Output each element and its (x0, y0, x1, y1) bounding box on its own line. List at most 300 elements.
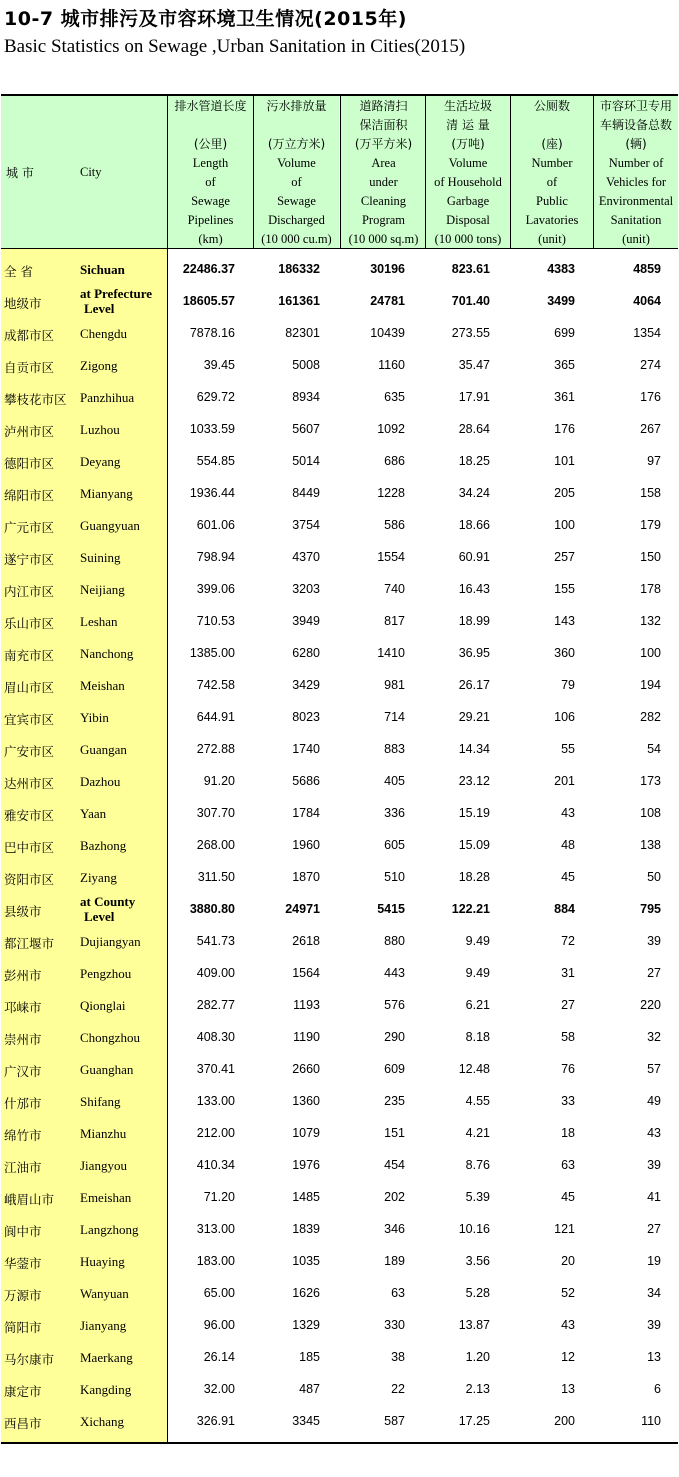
cell-value: 18605.57 (182, 294, 235, 308)
cell-value: 443 (384, 966, 405, 980)
page-title-zh: 10-7 城市排污及市容环境卫生情况(2015年) (4, 8, 407, 30)
column-header-text: Sewage (191, 194, 230, 208)
city-name-zh: 邛崃市 (4, 1000, 42, 1015)
cell-value: 235 (384, 1094, 405, 1108)
column-header-text: of (546, 175, 558, 189)
city-name-zh: 什邡市 (4, 1096, 42, 1111)
cell-value: 100 (554, 518, 575, 532)
cell-value: 34 (647, 1286, 661, 1300)
column-header-text: (万立方米) (267, 137, 326, 151)
cell-value: 13 (561, 1382, 575, 1396)
cell-value: 282 (640, 710, 661, 724)
city-name-en: Maerkang (80, 1350, 133, 1365)
cell-value: 1564 (292, 966, 320, 980)
cell-value: 1354 (633, 326, 661, 340)
cell-value: 173 (640, 774, 661, 788)
cell-value: 202 (384, 1190, 405, 1204)
cell-value: 880 (384, 934, 405, 948)
cell-value: 267 (640, 422, 661, 436)
cell-value: 12 (561, 1350, 575, 1364)
cell-value: 273.55 (451, 326, 490, 340)
cell-value: 742.58 (196, 678, 235, 692)
cell-value: 101 (554, 454, 575, 468)
city-name-zh: 绵阳市区 (4, 488, 55, 503)
cell-value: 58 (561, 1030, 575, 1044)
cell-value: 1079 (292, 1126, 320, 1140)
cell-value: 212.00 (196, 1126, 235, 1140)
cell-value: 701.40 (451, 294, 490, 308)
cell-value: 1360 (292, 1094, 320, 1108)
cell-value: 2618 (292, 934, 320, 948)
city-name-en: Luzhou (80, 422, 120, 437)
cell-value: 13 (647, 1350, 661, 1364)
cell-value: 3429 (292, 678, 320, 692)
cell-value: 16.43 (458, 582, 490, 596)
table-row (0, 254, 679, 286)
table-row (0, 1150, 679, 1182)
cell-value: 8.18 (465, 1030, 490, 1044)
city-name-zh: 峨眉山市 (4, 1192, 55, 1207)
cell-value: 1784 (292, 806, 320, 820)
column-header-text: of Household (434, 175, 502, 189)
cell-value: 8.76 (465, 1158, 490, 1172)
city-name-en: Mianyang (80, 486, 133, 501)
table-row (0, 1310, 679, 1342)
cell-value: 48 (561, 838, 575, 852)
table-row (0, 1182, 679, 1214)
cell-value: 710.53 (196, 614, 235, 628)
cell-value: 18.25 (458, 454, 490, 468)
column-header-text: (unit) (538, 232, 566, 246)
cell-value: 313.00 (196, 1222, 235, 1236)
cell-value: 3880.80 (189, 902, 235, 916)
cell-value: 133.00 (196, 1094, 235, 1108)
city-name-zh: 德阳市区 (4, 456, 55, 471)
cell-value: 554.85 (196, 454, 235, 468)
city-name-zh: 眉山市区 (4, 680, 55, 695)
column-header-4 (426, 96, 510, 248)
table-row (0, 958, 679, 990)
table-row (0, 574, 679, 606)
city-name-zh: 资阳市区 (4, 872, 55, 887)
column-header-text: Number of (608, 156, 664, 170)
city-name-en-line1: at Prefecture (80, 286, 153, 301)
cell-value: 10.16 (458, 1222, 490, 1236)
city-name-en-line2: Level (84, 909, 115, 924)
cell-value: 14.34 (458, 742, 490, 756)
header-divider (425, 96, 426, 248)
cell-value: 39 (647, 934, 661, 948)
column-header-text: of (291, 175, 302, 189)
cell-value: 91.20 (203, 774, 235, 788)
cell-value: 1839 (292, 1222, 320, 1236)
cell-value: 200 (554, 1414, 575, 1428)
cell-value: 34.24 (458, 486, 490, 500)
cell-value: 2.13 (465, 1382, 490, 1396)
cell-value: 601.06 (196, 518, 235, 532)
cell-value: 6.21 (465, 998, 490, 1012)
city-name-en (80, 894, 166, 924)
cell-value: 3949 (292, 614, 320, 628)
cell-value: 346 (384, 1222, 405, 1236)
cell-value: 699 (554, 326, 575, 340)
city-name-en: Panzhihua (80, 390, 135, 405)
page-title-en: Basic Statistics on Sewage ,Urban Sanitation in Cities(2015) (4, 36, 466, 57)
city-name-zh: 宜宾市区 (4, 712, 55, 727)
cell-value: 4.55 (465, 1094, 490, 1108)
cell-value: 150 (640, 550, 661, 564)
cell-value: 176 (640, 390, 661, 404)
table-top-rule (1, 94, 678, 96)
city-name-en: Wanyuan (80, 1286, 129, 1301)
cell-value: 24971 (285, 902, 320, 916)
city-name-en: Xichang (80, 1414, 125, 1429)
table-row (0, 318, 679, 350)
column-header-text: (万吨) (451, 137, 485, 151)
city-name-zh: 康定市 (4, 1384, 42, 1399)
city-name-zh: 阆中市 (4, 1224, 42, 1239)
city-name-zh: 广元市区 (4, 520, 55, 535)
cell-value: 18.28 (458, 870, 490, 884)
header-divider (340, 96, 341, 248)
cell-value: 817 (384, 614, 405, 628)
cell-value: 268.00 (196, 838, 235, 852)
cell-value: 629.72 (196, 390, 235, 404)
city-name-zh: 遂宁市区 (4, 552, 55, 567)
city-name-en: Chengdu (80, 326, 127, 341)
cell-value: 1554 (377, 550, 405, 564)
column-header-text: Garbage (446, 194, 490, 208)
cell-value: 1329 (292, 1318, 320, 1332)
cell-value: 121 (554, 1222, 575, 1236)
cell-value: 54 (647, 742, 661, 756)
cell-value: 282.77 (196, 998, 235, 1012)
cell-value: 17.91 (458, 390, 490, 404)
cell-value: 18 (561, 1126, 575, 1140)
table-row (0, 798, 679, 830)
cell-value: 122.21 (451, 902, 490, 916)
city-name-zh: 绵竹市 (4, 1128, 42, 1143)
table-row (0, 286, 679, 318)
cell-value: 1190 (293, 1030, 320, 1044)
column-header-2 (254, 96, 339, 248)
cell-value: 361 (554, 390, 575, 404)
cell-value: 179 (640, 518, 661, 532)
cell-value: 49 (647, 1094, 661, 1108)
cell-value: 143 (554, 614, 575, 628)
cell-value: 33 (561, 1094, 575, 1108)
cell-value: 4.21 (465, 1126, 490, 1140)
column-header-3 (341, 96, 426, 248)
cell-value: 45 (561, 1190, 575, 1204)
table-row (0, 1086, 679, 1118)
cell-value: 97 (647, 454, 661, 468)
cell-value: 158 (640, 486, 661, 500)
cell-value: 31 (561, 966, 575, 980)
column-header-text: Cleaning (360, 194, 407, 208)
cell-value: 155 (554, 582, 575, 596)
cell-value: 96.00 (203, 1318, 235, 1332)
city-name-zh: 自贡市区 (4, 360, 55, 375)
cell-value: 41 (647, 1190, 661, 1204)
city-name-en-line2: Level (84, 301, 115, 316)
cell-value: 586 (384, 518, 405, 532)
city-name-zh: 广安市区 (4, 744, 55, 759)
city-name-zh: 江油市 (4, 1160, 42, 1175)
cell-value: 7878.16 (189, 326, 235, 340)
cell-value: 336 (384, 806, 405, 820)
city-name-en: Kangding (80, 1382, 132, 1397)
cell-value: 714 (384, 710, 405, 724)
cell-value: 360 (554, 646, 575, 660)
cell-value: 32 (647, 1030, 661, 1044)
cell-value: 45 (561, 870, 575, 884)
cell-value: 29.21 (458, 710, 490, 724)
cell-value: 39 (647, 1318, 661, 1332)
city-name-en: Dazhou (80, 774, 121, 789)
cell-value: 1033.59 (189, 422, 235, 436)
city-name-en: Qionglai (80, 998, 126, 1013)
column-header-text: Disposal (446, 213, 490, 227)
column-header-spacer (168, 116, 253, 135)
cell-value: 4859 (633, 262, 661, 276)
cell-value: 18.99 (458, 614, 490, 628)
cell-value: 71.20 (203, 1190, 235, 1204)
cell-value: 43 (561, 1318, 575, 1332)
cell-value: 330 (384, 1318, 405, 1332)
table-row (0, 606, 679, 638)
cell-value: 28.64 (458, 422, 490, 436)
cell-value: 257 (554, 550, 575, 564)
cell-value: 1410 (377, 646, 405, 660)
city-name-zh: 雅安市区 (4, 808, 55, 823)
table-row (0, 1342, 679, 1374)
city-name-zh: 南充市区 (4, 648, 55, 663)
city-name-zh: 简阳市 (4, 1320, 42, 1335)
column-header-text: Volume (277, 156, 316, 170)
city-name-zh: 地级市 (4, 296, 42, 311)
cell-value: 2660 (292, 1062, 320, 1076)
cell-value: 35.47 (458, 358, 490, 372)
column-header-text: Volume (448, 156, 488, 170)
column-header-6 (594, 96, 678, 248)
cell-value: 307.70 (196, 806, 235, 820)
cell-value: 38 (391, 1350, 405, 1364)
city-name-en: Deyang (80, 454, 121, 469)
cell-value: 326.91 (196, 1414, 235, 1428)
table-row (0, 670, 679, 702)
cell-value: 220 (640, 998, 661, 1012)
cell-value: 27 (647, 966, 661, 980)
city-name-en: Leshan (80, 614, 118, 629)
cell-value: 52 (561, 1286, 575, 1300)
cell-value: 686 (384, 454, 405, 468)
cell-value: 108 (640, 806, 661, 820)
cell-value: 1193 (293, 998, 320, 1012)
city-name-en: Meishan (80, 678, 125, 693)
table-row (0, 1214, 679, 1246)
city-name-en: Jiangyou (80, 1158, 127, 1173)
column-header-text: (unit) (622, 232, 650, 246)
cell-value: 18.66 (458, 518, 490, 532)
cell-value: 3.56 (465, 1254, 490, 1268)
table-row (0, 1374, 679, 1406)
table-row (0, 1406, 679, 1438)
column-header-text: Public (536, 194, 568, 208)
cell-value: 1385.00 (189, 646, 235, 660)
cell-value: 13.87 (458, 1318, 490, 1332)
city-name-en: Langzhong (80, 1222, 139, 1237)
cell-value: 883 (384, 742, 405, 756)
column-header-text: Discharged (268, 213, 325, 227)
city-name-en: Ziyang (80, 870, 117, 885)
cell-value: 60.91 (458, 550, 490, 564)
cell-value: 183.00 (196, 1254, 235, 1268)
column-header-text: 市容环卫专用 (599, 99, 672, 113)
cell-value: 5.39 (465, 1190, 490, 1204)
cell-value: 541.73 (196, 934, 235, 948)
cell-value: 22486.37 (182, 262, 235, 276)
city-name-zh: 泸州市区 (4, 424, 55, 439)
city-name-en: Emeishan (80, 1190, 132, 1205)
cell-value: 20 (561, 1254, 575, 1268)
cell-value: 26.17 (458, 678, 490, 692)
cell-value: 151 (384, 1126, 405, 1140)
column-header-text: (公里) (193, 137, 228, 151)
table-row (0, 382, 679, 414)
column-header-text: Program (361, 213, 406, 227)
cell-value: 43 (647, 1126, 661, 1140)
cell-value: 24781 (370, 294, 405, 308)
cell-value: 36.95 (458, 646, 490, 660)
cell-value: 3499 (547, 294, 575, 308)
cell-value: 4370 (292, 550, 320, 564)
column-header-text: (10 000 tons) (434, 232, 502, 246)
cell-value: 50 (647, 870, 661, 884)
city-name-en: Mianzhu (80, 1126, 127, 1141)
cell-value: 189 (384, 1254, 405, 1268)
column-header-text: (万平方米) (354, 137, 413, 151)
table-row (0, 734, 679, 766)
column-header-text: Pipelines (187, 213, 234, 227)
cell-value: 63 (561, 1158, 575, 1172)
cell-value: 23.12 (458, 774, 490, 788)
table-row (0, 1022, 679, 1054)
column-header-text: (辆) (625, 137, 647, 151)
cell-value: 201 (554, 774, 575, 788)
cell-value: 4064 (633, 294, 661, 308)
cell-value: 205 (554, 486, 575, 500)
cell-value: 290 (384, 1030, 405, 1044)
cell-value: 79 (561, 678, 575, 692)
header-divider (510, 96, 511, 248)
cell-value: 408.30 (196, 1030, 235, 1044)
city-name-zh: 马尔康市 (4, 1352, 55, 1367)
cell-value: 5.28 (465, 1286, 490, 1300)
city-name-zh: 攀枝花市区 (4, 392, 67, 407)
column-header-text: 生活垃圾 (443, 99, 492, 113)
city-name-en: Yaan (80, 806, 107, 821)
table-row (0, 862, 679, 894)
cell-value: 55 (561, 742, 575, 756)
city-name-en: Suining (80, 550, 121, 565)
cell-value: 72 (561, 934, 575, 948)
cell-value: 1092 (377, 422, 405, 436)
table-row (0, 1246, 679, 1278)
cell-value: 274 (640, 358, 661, 372)
cell-value: 409.00 (196, 966, 235, 980)
cell-value: 194 (640, 678, 661, 692)
cell-value: 410.34 (196, 1158, 235, 1172)
city-name-en: Neijiang (80, 582, 125, 597)
city-name-en: Zigong (80, 358, 118, 373)
cell-value: 370.41 (196, 1062, 235, 1076)
cell-value: 26.14 (203, 1350, 235, 1364)
cell-value: 185 (299, 1350, 320, 1364)
column-header-text: 车辆设备总数 (599, 118, 672, 132)
column-header-text: Sewage (277, 194, 316, 208)
cell-value: 5607 (292, 422, 320, 436)
table-row (0, 702, 679, 734)
cell-value: 186332 (278, 262, 320, 276)
cell-value: 605 (384, 838, 405, 852)
city-name-zh: 成都市区 (4, 328, 55, 343)
cell-value: 823.61 (451, 262, 490, 276)
city-name-en: Sichuan (80, 262, 125, 277)
cell-value: 43 (561, 806, 575, 820)
cell-value: 110 (641, 1414, 661, 1428)
table-row (0, 926, 679, 958)
cell-value: 510 (384, 870, 405, 884)
cell-value: 1.20 (465, 1350, 490, 1364)
cell-value: 365 (554, 358, 575, 372)
cell-value: 22 (391, 1382, 405, 1396)
column-header-text: 公厕数 (533, 99, 570, 113)
cell-value: 176 (554, 422, 575, 436)
cell-value: 3754 (292, 518, 320, 532)
cell-value: 27 (561, 998, 575, 1012)
table-row (0, 830, 679, 862)
cell-value: 1960 (292, 838, 320, 852)
table-row (0, 766, 679, 798)
column-header-text: 道路清扫 (359, 99, 408, 113)
column-header-text: 清 运 量 (446, 118, 490, 132)
cell-value: 4383 (547, 262, 575, 276)
cell-value: 32.00 (203, 1382, 235, 1396)
city-name-zh: 崇州市 (4, 1032, 42, 1047)
cell-value: 3345 (292, 1414, 320, 1428)
column-header-text: 污水排放量 (266, 99, 327, 113)
cell-value: 3203 (292, 582, 320, 596)
column-header-text: 保洁面积 (359, 118, 408, 132)
column-header-text: (座) (541, 137, 563, 151)
column-header-text: Lavatories (525, 213, 579, 227)
cell-value: 82301 (285, 326, 320, 340)
header-city-en: City (80, 165, 102, 179)
city-name-en: Bazhong (80, 838, 127, 853)
cell-value: 1740 (292, 742, 320, 756)
table-header-rule (1, 248, 678, 249)
cell-value: 138 (640, 838, 661, 852)
city-name-en: Guanghan (80, 1062, 134, 1077)
city-name-en: Pengzhou (80, 966, 132, 981)
table-row (0, 478, 679, 510)
table-row (0, 510, 679, 542)
cell-value: 132 (640, 614, 661, 628)
table-row (0, 990, 679, 1022)
cell-value: 161361 (278, 294, 320, 308)
column-header-5 (511, 96, 593, 248)
